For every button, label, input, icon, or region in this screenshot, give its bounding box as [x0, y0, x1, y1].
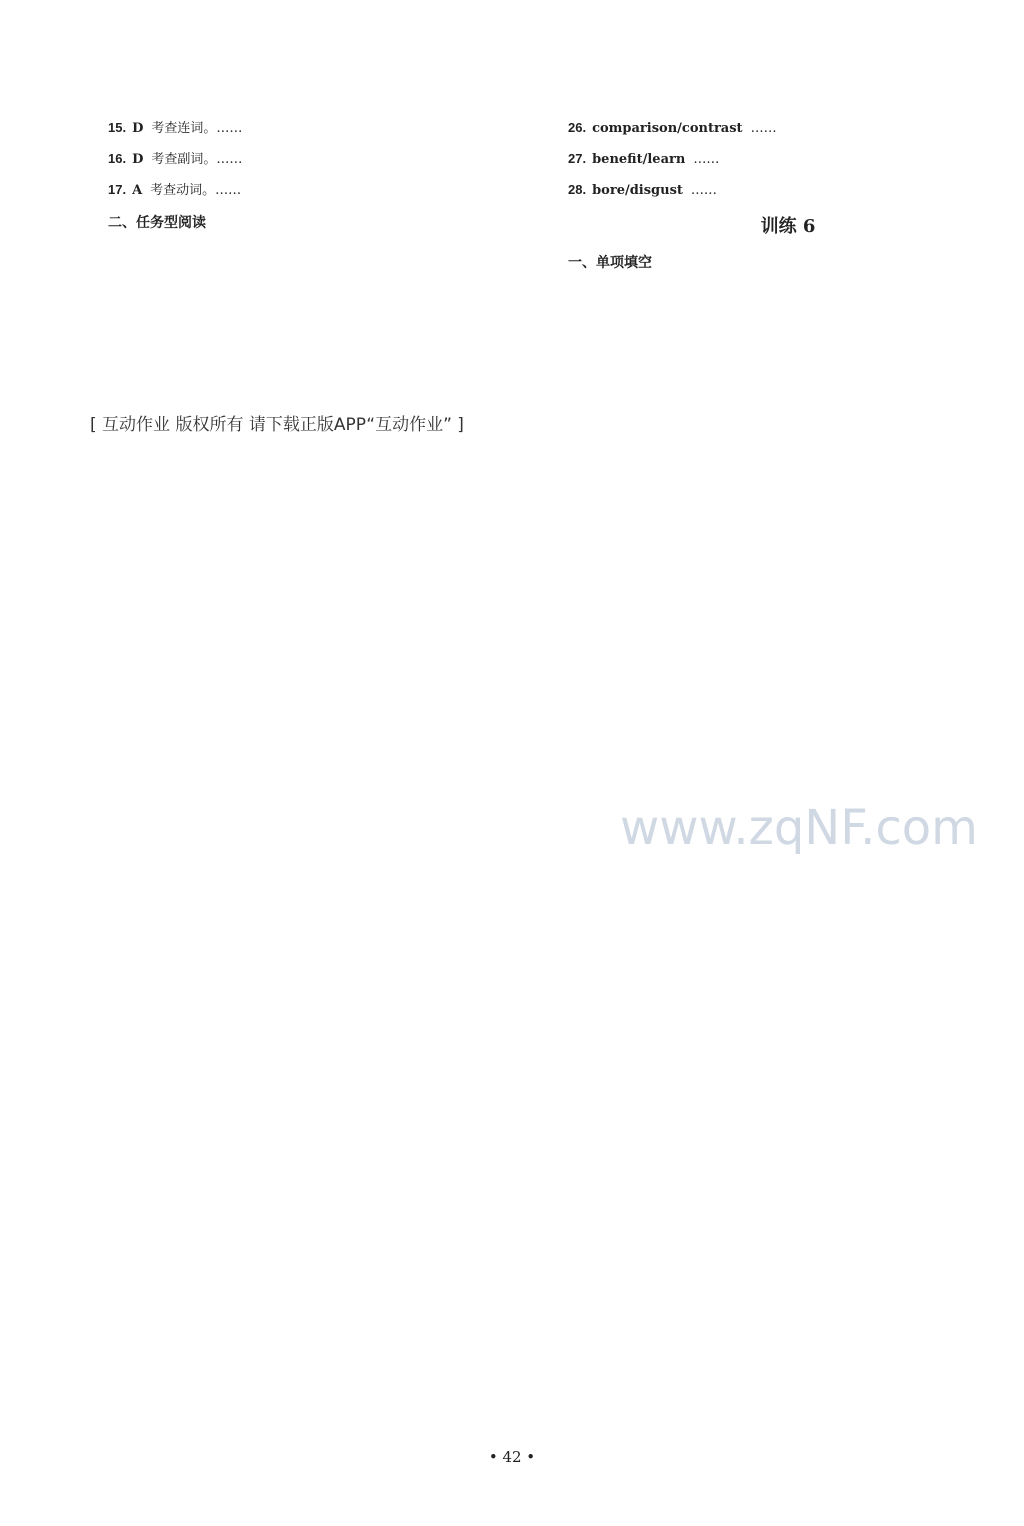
site-watermark: www.zqNF.com: [620, 800, 978, 856]
entry-text: 考查动词。……: [150, 183, 242, 198]
entry-17: [108, 180, 548, 201]
entry-text: 考查副词。……: [151, 152, 243, 167]
entry-number: 27.: [568, 151, 587, 166]
entry-15: [108, 118, 548, 139]
entry-answer: D: [132, 152, 144, 167]
entry-answer: benefit/learn: [592, 152, 686, 167]
entry-answer: bore/disgust: [592, 183, 683, 198]
entry-number: 16.: [108, 151, 127, 166]
training-title: 训练 6: [760, 216, 816, 237]
entry-text: ……: [690, 183, 717, 198]
entry-27: [568, 149, 1008, 170]
section-heading: 一、单项填空: [568, 255, 652, 271]
entry-28: [568, 180, 1008, 201]
entry-number: 28.: [568, 182, 587, 197]
section-heading: 二、任务型阅读: [108, 215, 206, 231]
copyright-banner: [ 互动作业 版权所有 请下载正版APP“互动作业” ]: [90, 415, 464, 435]
entry-number: 26.: [568, 120, 587, 135]
right-column: [568, 118, 1008, 279]
entry-number: 17.: [108, 182, 127, 197]
entry-number: 15.: [108, 120, 127, 135]
entry-text: ……: [693, 152, 720, 167]
entry-text: ……: [750, 121, 777, 136]
entry-26: [568, 118, 1008, 139]
entry-16: [108, 149, 548, 170]
entry-text: 考查连词。……: [151, 121, 243, 136]
entry-answer: D: [132, 121, 144, 136]
left-column: [108, 118, 548, 239]
page-number: • 42 •: [488, 1448, 536, 1466]
entry-answer: A: [132, 183, 143, 198]
entry-answer: comparison/contrast: [592, 121, 743, 136]
